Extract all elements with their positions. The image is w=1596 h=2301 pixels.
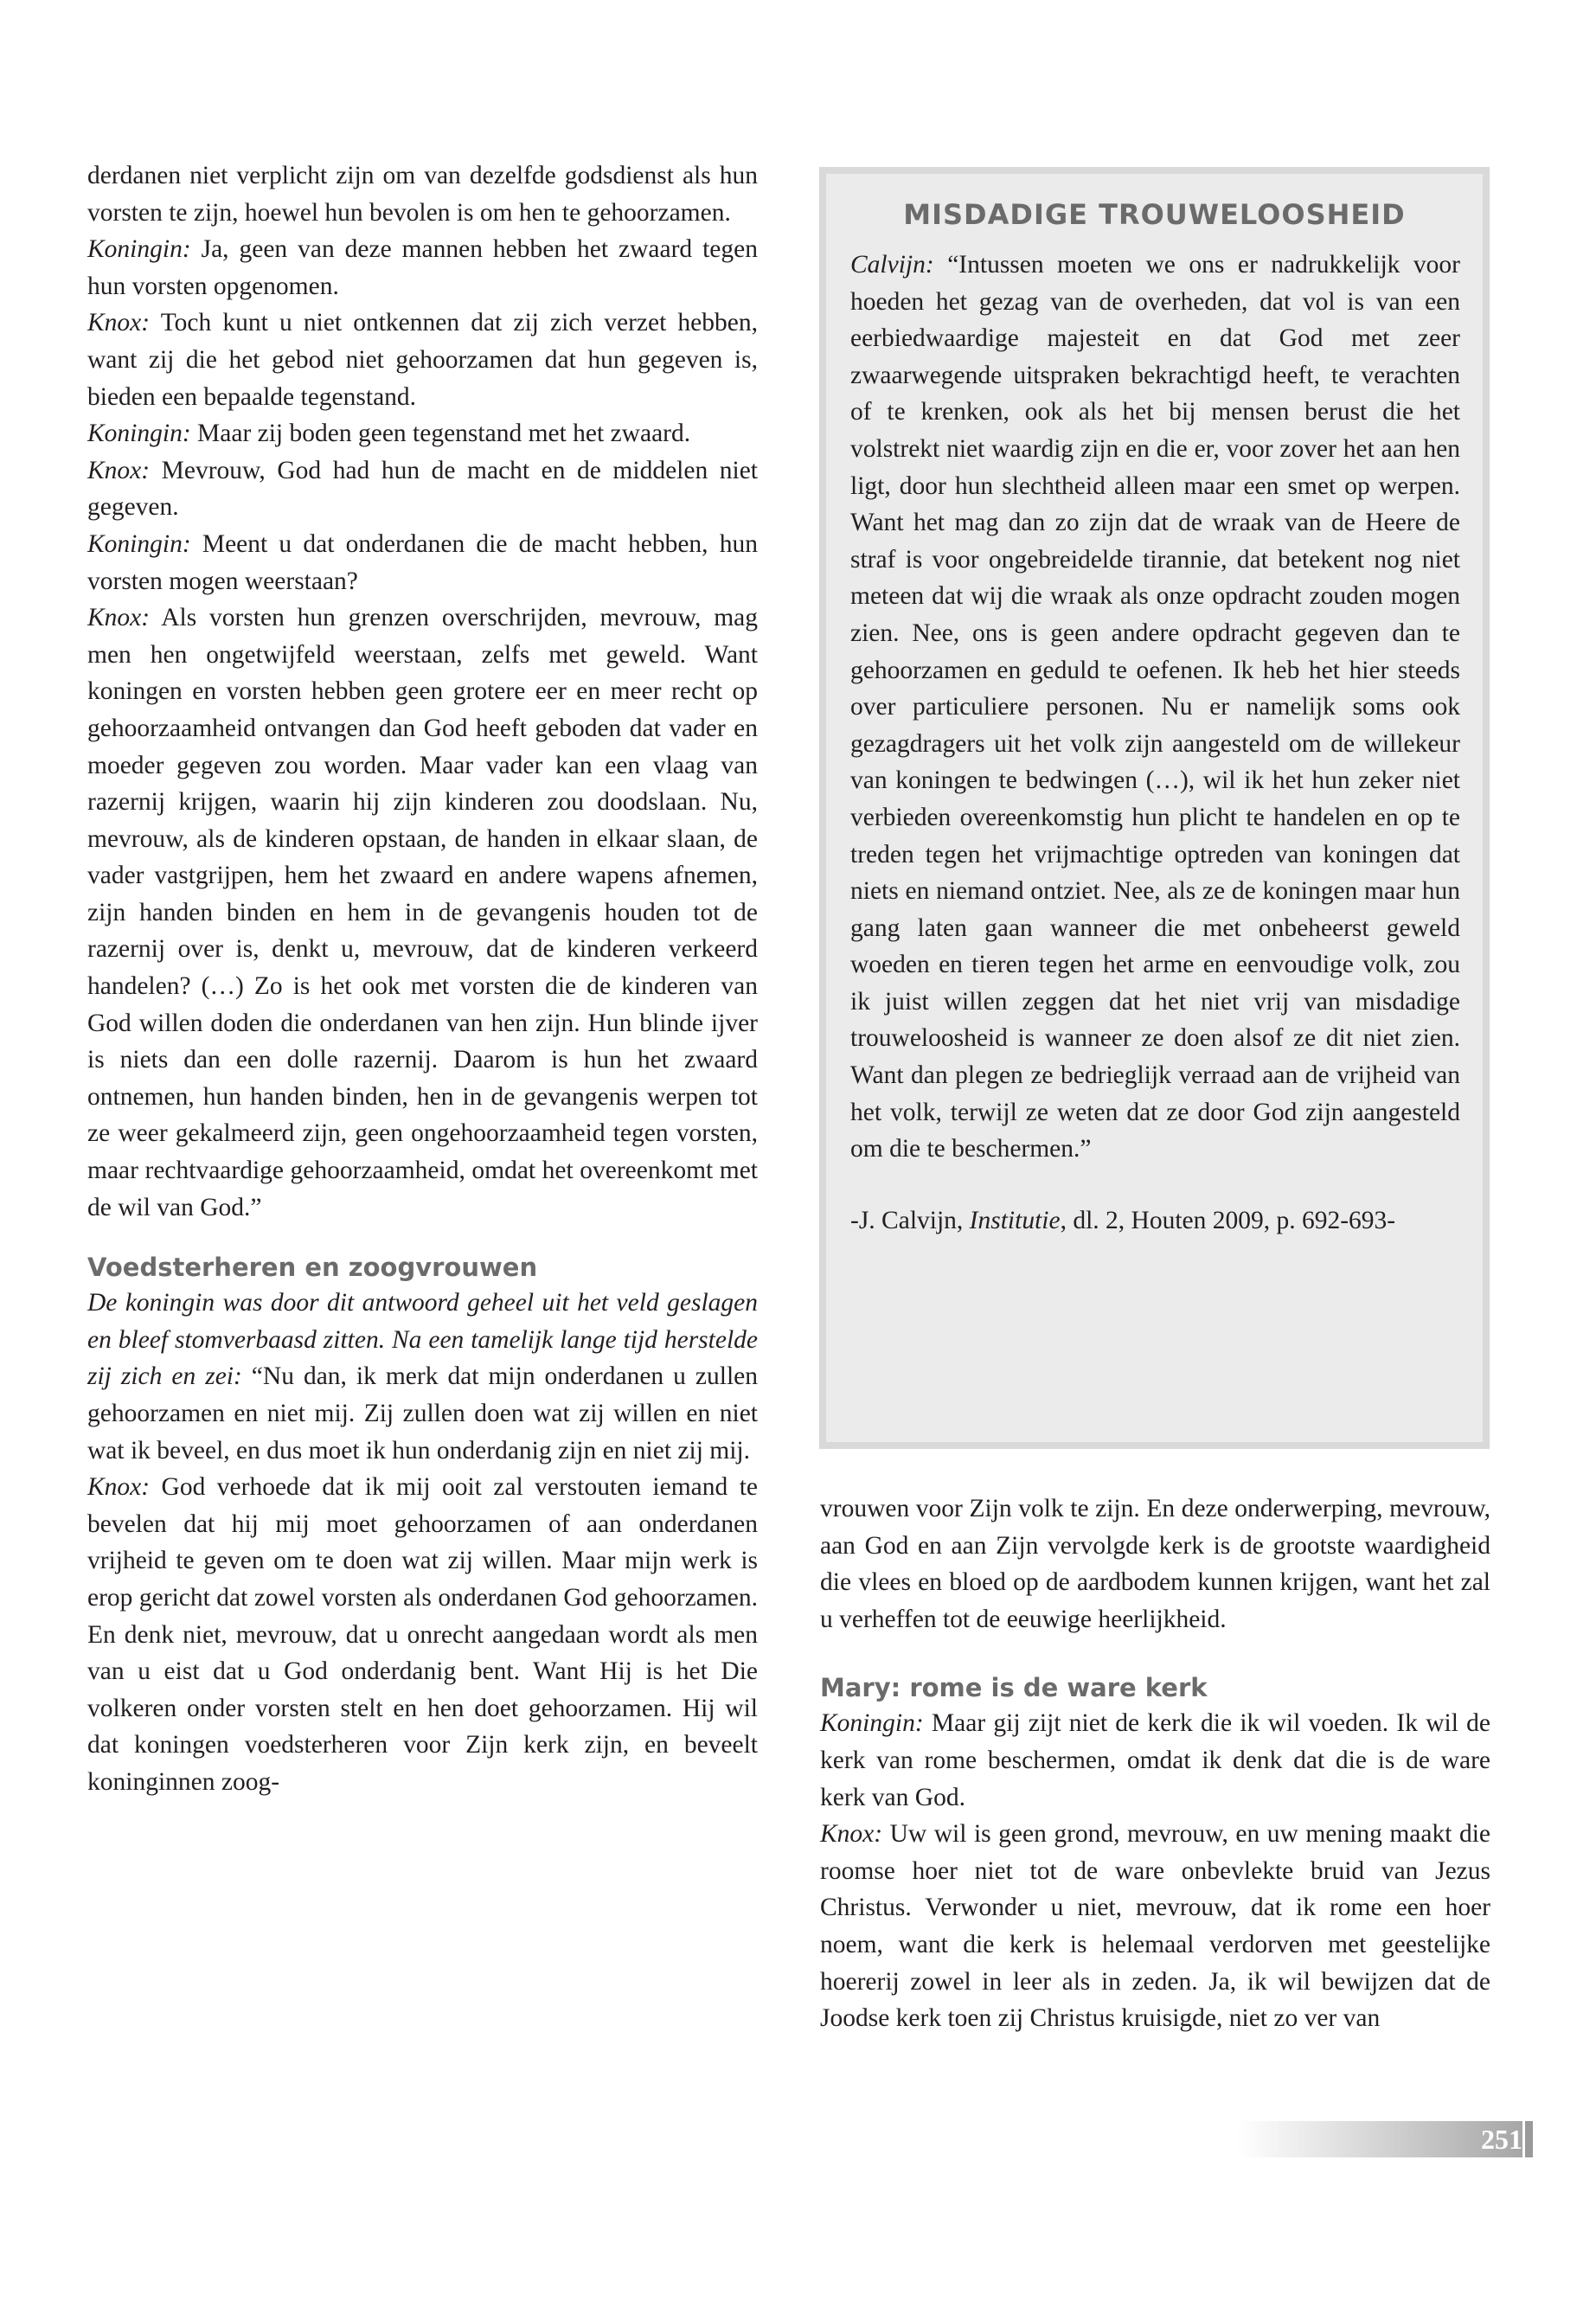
paragraph [87,599,758,1226]
box-title: MISDADIGE TROUWELOOSHEID [903,198,1406,231]
left-column [87,157,758,1801]
box-text [850,247,1460,1239]
paragraph-text: God verhoede dat ik mij ooit zal verstouten iemand te bevelen dat hij mij moet gehoorzamen of aan onderdanen vrijheid te geven om te doen wat zij willen. Maar mijn werk is erop gericht dat zowel vorsten als onderdanen God gehoorzamen. En denk niet, mevrouw, dat u onrecht aangedaan wordt als men van u eist dat u God onderdanig bent. Want Hij is het Die volkeren onder vorsten stelt en hen doet gehoorzamen. Hij wil dat koningen voedsterheren voor Zijn kerk zijn, en beveelt koninginnen zoog- [87,1473,758,1796]
paragraph-text: derdanen niet verplicht zijn om van dezelfde godsdienst als hun vorsten te zijn, hoewel hun bevolen is om hen te gehoorzamen. [87,162,758,227]
speaker-label: Calvijn: [850,251,934,279]
paragraph [87,1469,758,1800]
speaker-label: Knox: [87,604,151,632]
quote-box-inner [826,174,1483,1442]
narrative-intro: De koningin was door dit antwoord geheel uit het veld geslagen en bleef stomverbaasd zitten. Na een tamelijk lange tijd herstelde zij zich en zei: [87,1289,758,1391]
section-heading: Voedsterheren en zoogvrouwen [87,1253,538,1283]
source-title: Institutie [969,1206,1061,1234]
paragraph-text: Maar gij zijt niet de kerk die ik wil voeden. Ik wil de kerk van rome beschermen, omdat ik denk dat die is de ware kerk van God. [820,1709,1490,1811]
paragraph [87,304,758,415]
box-source [850,1202,1460,1240]
speaker-label: Knox: [87,1473,151,1502]
quote-box [819,167,1490,1449]
paragraph [820,1705,1490,1816]
paragraph-text: Mevrouw, God had hun de macht en de middelen niet gegeven. [87,456,758,522]
source-suffix: , dl. 2, Houten 2009, p. 692-693- [1060,1206,1396,1234]
speaker-label: Knox: [87,456,151,484]
paragraph [87,526,758,599]
paragraph-text: “Nu dan, ik merk dat mijn onderdanen u zullen gehoorzamen en niet mij. Zij zullen doen wat zij willen en niet wat ik beveel, en dus moet ik hun onderdanig zijn en niet zij mij. [87,1362,758,1465]
speaker-label: Knox: [87,309,151,337]
speaker-label: Koningin: [87,529,191,558]
page-number: 251 [1481,2124,1522,2155]
source-prefix: -J. Calvijn, [850,1206,970,1234]
paragraph [87,157,758,231]
paragraph-text: Uw wil is geen grond, mevrouw, en uw mening maakt die roomse hoer niet tot de ware onbevlekte bruid van Jezus Christus. Verwonder u niet, mevrouw, dat ik rome een hoer noem, want die kerk is helemaal verdorven met geestelijke hoererij zowel in leer als in zeden. Ja, ik wil bewijzen dat de Joodse kerk toen zij Christus kruisigde, niet zo ver van [820,1820,1490,2033]
speaker-label: Koningin: [820,1709,924,1738]
paragraph-text: Ja, geen van deze mannen hebben het zwaard tegen hun vorsten opgenomen. [87,235,758,300]
right-column [820,1490,1490,2037]
paragraph [87,1285,758,1469]
paragraph-text: vrouwen voor Zijn volk te zijn. En deze onderwerping, mevrouw, aan God en aan Zijn vervolgde kerk is de grootste waardigheid die vlees en bloed op de aardbodem kunnen krijgen, want het zal u verheffen tot de eeuwige heerlijkheid. [820,1495,1490,1633]
paragraph-text: Toch kunt u niet ontkennen dat zij zich verzet hebben, want zij die het gebod niet gehoorzamen dat hun gegeven is, bieden een bepaalde tegenstand. [87,309,758,411]
speaker-label: Knox: [820,1820,883,1849]
paragraph [87,452,758,526]
paragraph-text: Maar zij boden geen tegenstand met het zwaard. [190,420,691,448]
paragraph [820,1490,1490,1638]
paragraph [820,1816,1490,2037]
quote-text: “Intussen moeten we ons er nadrukkelijk voor hoeden het gezag van de overheden, dat vol is van een eerbiedwaardige majesteit en dat God met zeer zwaarwegende uitspraken bekrachtigd heeft, te verachten of te krenken, ook als het bij mensen berust die het volstrekt niet waardig zijn en die er, voor zover het aan hen ligt, door hun slechtheid alleen maar een smet op werpen. Want het mag dan zo zijn dat de wraak van de Heere de straf is voor ongebreidelde tirannie, dat betekent nog niet meteen dat wij die wraak als onze opdracht zouden mogen zien. Nee, ons is geen andere opdracht gegeven dan te gehoorzamen en geduld te oefenen. Ik heb het hier steeds over particuliere personen. Nu er namelijk soms ook gezagdragers uit het volk zijn aangesteld om de willekeur van koningen te bedwingen (…), wil ik het hun zeker niet verbieden overeenkomstig hun plicht te handelen en op te treden tegen het vrijmachtige optreden van koningen dat niets en niemand ontziet. Nee, als ze de koningen maar hun gang laten gaan wanneer die met onbeheerst geweld woeden en tieren tegen het arme en eenvoudige volk, zou ik juist willen zeggen dat het niet vrij van misdadige trouweloosheid is wanneer ze doen alsof ze dit niet zien. Want dan plegen ze bedrieglijk verraad aan de vrijheid van het volk, terwijl ze weten dat ze door God zijn aangesteld om die te beschermen.” [850,251,1460,1163]
paragraph-text: Meent u dat onderdanen die de macht hebben, hun vorsten mogen weerstaan? [87,529,758,595]
section-heading: Mary: rome is de ware kerk [820,1673,1208,1703]
footer-gradient-bar [1237,2121,1522,2157]
speaker-label: Koningin: [87,235,191,264]
paragraph [87,231,758,304]
box-quote [850,247,1460,1168]
speaker-label: Koningin: [87,420,191,448]
paragraph-text: Als vorsten hun grenzen overschrijden, mevrouw, mag men hen ongetwijfeld weerstaan, zelfs met geweld. Want koningen en vorsten hebben geen grotere eer en meer recht op gehoorzaamheid ontvangen dan God heeft geboden dat vader en moeder gegeven zou worden. Maar vader kan een vlaag van razernij krijgen, waarin hij zijn kinderen zou doodslaan. Nu, mevrouw, als de kinderen opstaan, de handen in elkaar slaan, de vader vastgrijpen, hem het zwaard en andere wapens afnemen, zijn handen binden en hem in de gevangenis houden tot de razernij over is, denkt u, mevrouw, dat de kinderen verkeerd handelen? (…) Zo is het ook met vorsten die de kinderen van God willen doden die onderdanen van hen zijn. Hun blinde ijver is niets dan een dolle razernij. Daarom is hun het zwaard ontnemen, hun handen binden, hen in de gevangenis werpen tot ze weer gekalmeerd zijn, geen ongehoorzaamheid tegen vorsten, maar rechtvaardige gehoorzaamheid, omdat het overeenkomt met de wil van God.” [87,604,758,1221]
footer-tick [1525,2121,1533,2157]
paragraph [87,415,758,452]
